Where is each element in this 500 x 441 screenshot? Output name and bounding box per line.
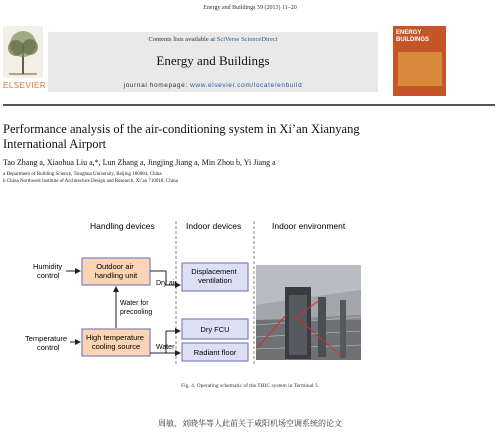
displacement-ventilation-label: Displacement ventilation: [191, 267, 237, 285]
affiliation-b: b China Northwest Institute of Architecture Design and Research, Xi’an 710018, China: [3, 179, 178, 184]
photo-caption: 周敏、刘晓华等人此前关于咸阳机场空调系统的论文: [158, 419, 342, 428]
cover-line1: ENERGY: [396, 30, 422, 36]
elsevier-tree-logo: [3, 26, 43, 78]
water-label: Water: [156, 344, 175, 351]
publisher-name: ELSEVIER: [3, 81, 47, 90]
figure-caption: Fig. 4. Operating schematic of the THIC system in Terminal 3.: [181, 383, 319, 389]
paper-title: [3, 122, 493, 151]
homepage-link[interactable]: www.elsevier.com/locate/enbuild: [190, 82, 303, 89]
temperature-control-label: Temperature control: [25, 334, 68, 352]
affiliation-a: a Department of Building Science, Tsinghua University, Beijing 100084, China: [3, 172, 162, 177]
header-indoor-devices: Indoor devices: [186, 221, 242, 231]
homepage-prefix: journal homepage:: [123, 82, 191, 89]
journal-reference: Energy and Buildings 59 (2013) 11–20: [203, 5, 297, 11]
paper-title-line1: Performance analysis of the air-conditioning system in Xi’an Xianyang: [3, 122, 360, 136]
header-indoor-environment: Indoor environment: [272, 221, 346, 231]
outdoor-air-handling-unit-label: Outdoor air handling unit: [94, 262, 138, 280]
humidity-control-label: Humidity control: [33, 262, 63, 280]
header-handling-devices: Handling devices: [90, 221, 155, 231]
thic-schematic-diagram: [0, 205, 500, 380]
journal-cover-art: [398, 52, 442, 86]
dry-fcu-label: Dry FCU: [200, 325, 230, 334]
contents-prefix: Contents lists available at: [148, 36, 217, 43]
sciencedirect-link[interactable]: SciVerse ScienceDirect: [216, 36, 278, 43]
water-precooling-label: Water for precooling: [120, 300, 153, 316]
cover-line2: BUILDINGS: [396, 37, 429, 43]
journal-cover-text: [396, 30, 444, 44]
paper-title-line2: International Airport: [3, 136, 107, 151]
author-list: Tao Zhang a, Xiaohua Liu a,*, Lun Zhang a, Jingjing Jiang a, Min Zhou b, Yi Jiang a: [3, 158, 276, 167]
contents-line: [48, 36, 378, 43]
radiant-floor-label: Radiant floor: [193, 348, 237, 357]
journal-title: Energy and Buildings: [156, 53, 270, 68]
terminal-interior-photo: [256, 265, 361, 360]
homepage-line: [48, 82, 378, 89]
dry-air-label: Dry air: [156, 280, 177, 287]
header-rule: [3, 104, 495, 106]
high-temperature-cooling-source-label: High temperature cooling source: [85, 333, 144, 351]
